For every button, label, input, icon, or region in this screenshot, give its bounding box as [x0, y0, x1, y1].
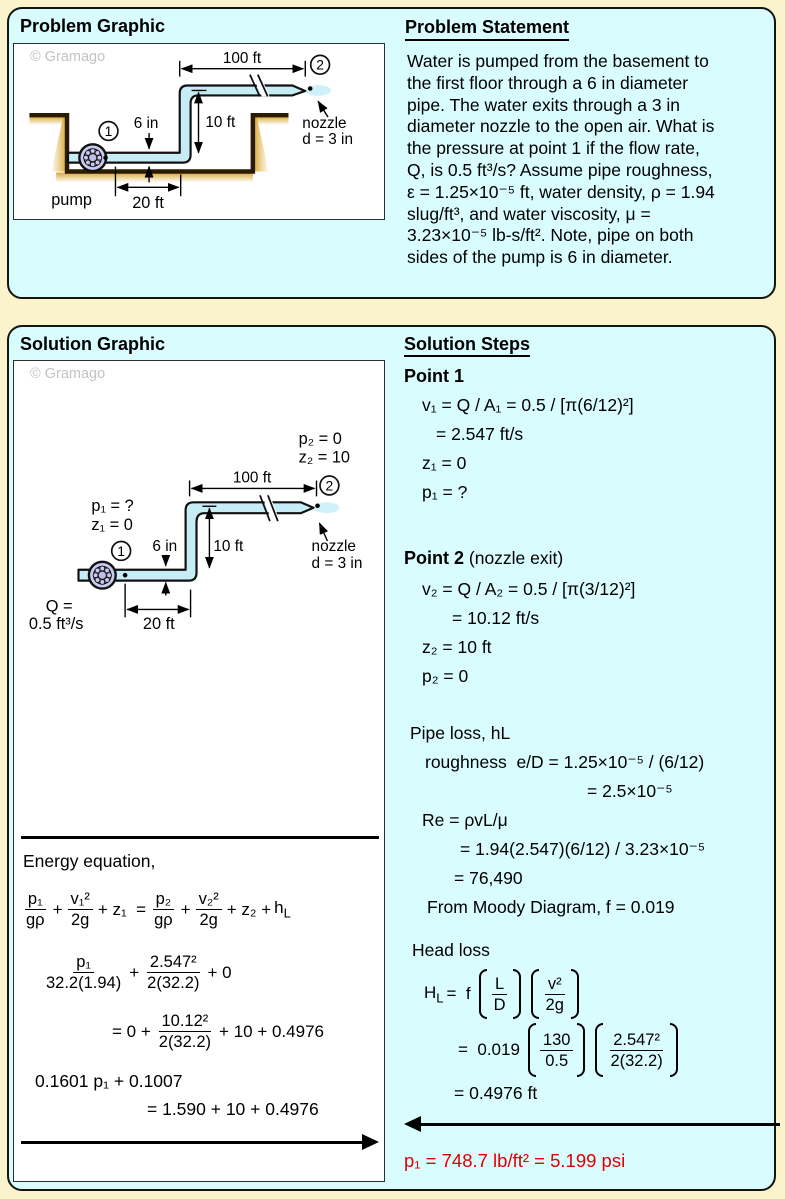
head-loss-substitution: = 0.019 $\frac{130}{0.5}$ $\frac{\text{2.547²}}{2(32.2)}$ [404, 1023, 782, 1077]
result-arrow-left [404, 1116, 780, 1133]
point-2-marker [315, 503, 320, 508]
problem-statement-title: Problem Statement [405, 17, 569, 41]
dim-10ft-label: 10 ft [205, 114, 236, 132]
statement-line: Water is pumped from the basement to [407, 51, 709, 71]
statement-line: the pressure at point 1 if the flow rate, [407, 138, 700, 159]
v2-equation: v₂ = Q / A₂ = 0.5 / [π(3/12)²] [422, 579, 636, 599]
energy-equation-heading: Energy equation, [23, 851, 156, 871]
watermark: © Gramago [30, 366, 106, 382]
dim-6in-label: 6 in [152, 537, 178, 555]
z1-value: z₁ = 0 [422, 453, 467, 473]
solution-pipe-diagram [14, 419, 383, 659]
point-2-heading: Point 2 [404, 548, 465, 568]
reynolds-equation: Re = ρvL/μ [422, 810, 508, 830]
dim-10ft-label: 10 ft [213, 537, 244, 555]
statement-line: slug/ft³, and water viscosity, μ = [407, 203, 651, 224]
moody-friction-factor: From Moody Diagram, f = 0.019 [427, 897, 675, 917]
solution-graphic-title: Solution Graphic [20, 334, 166, 354]
linear-equation-line2: = 1.590 + 10 + 0.4976 [147, 1099, 319, 1119]
v1-equation: v₁ = Q / A₁ = 0.5 / [π(6/12)²] [422, 395, 634, 415]
p1-value: p₁ = ? [422, 482, 468, 502]
watermark: © Gramago [30, 49, 106, 65]
problem-section [7, 7, 776, 299]
linear-equation-line1: 0.1601 p₁ + 0.1007 [35, 1071, 183, 1091]
energy-substitution-lhs: $\frac{\text{p₁}}{32.2(1.94)}$ + $\frac{\text{2.547²}}{2(32.2)}$ + 0 [46, 953, 232, 992]
statement-line: pipe. The water exits through a 3 in [407, 94, 681, 115]
problem-pipe-diagram [14, 44, 383, 218]
p2-annotation: p₂ = 0 [298, 429, 342, 448]
nozzle-label: nozzle [302, 115, 347, 133]
solution-section [7, 325, 776, 1191]
final-answer: p₁ = 748.7 lb/ft² = 5.199 psi [404, 1150, 626, 1171]
energy-substitution-rhs: = 0 + $\frac{\text{10.12²}}{2(32.2)}$ + 10 + 0.4976 [112, 1012, 324, 1051]
reynolds-result: = 76,490 [454, 868, 523, 888]
head-loss-result: = 0.4976 ft [454, 1083, 538, 1103]
statement-line: 3.23×10⁻⁵ lb-s/ft². Note, pipe on both [407, 225, 694, 246]
energy-equation: $\frac{\text{p₁}}{g\rho}$ + $\frac{\text{v₁²}}{2g}$ + z₁ = $\frac{\text{p₂}}{g\rho}$ + $\frac{\text{v₂²}}{2g}$ + z₂ + $h_L$ [26, 890, 291, 929]
divider-line [21, 836, 379, 839]
solution-steps [404, 329, 782, 1175]
statement-line: the first floor through a 6 in diameter [407, 72, 689, 93]
roughness-equation: roughness e/D = 1.25×10⁻⁵ / (6/12) [425, 752, 705, 772]
dim-100ft-label: 100 ft [232, 469, 272, 487]
nozzle-label: nozzle [311, 537, 356, 555]
problem-graphic-title: Problem Graphic [20, 16, 166, 36]
problem-statement-body [407, 51, 779, 269]
point-1-marker [123, 573, 128, 578]
svg-text:1: 1 [104, 122, 113, 139]
point-2-note: (nozzle exit) [464, 548, 564, 568]
dim-6in-label: 6 in [133, 115, 159, 133]
z2-annotation: z₂ = 10 [298, 448, 351, 467]
pump-label: pump [51, 191, 92, 210]
z1-annotation: z₁ = 0 [91, 516, 133, 535]
point-1-label [99, 122, 118, 141]
solution-graphic-panel [13, 360, 385, 1182]
reynolds-substitution: = 1.94(2.547)(6/12) / 3.23×10⁻⁵ [460, 839, 706, 859]
problem-graphic-panel [13, 43, 385, 220]
pipe-loss-heading: Pipe loss, hL [410, 723, 511, 743]
energy-equation-block [21, 836, 380, 1151]
point-1-label [112, 541, 131, 560]
roughness-result: = 2.5×10⁻⁵ [587, 781, 673, 801]
nozzle-diameter-label: d = 3 in [302, 130, 353, 148]
statement-line: Q, is 0.5 ft³/s? Assume pipe roughness, [407, 159, 713, 180]
point-2-label [311, 55, 330, 74]
svg-text:2: 2 [316, 56, 324, 73]
dim-100ft-label: 100 ft [222, 49, 262, 67]
p2-value: p₂ = 0 [422, 666, 469, 686]
flow-rate-label-line2: 0.5 ft³/s [28, 615, 84, 634]
head-loss-formula: $H_L$ = f $\frac{L}{D}$ $\frac{\text{v²}}{2g}$ [404, 969, 782, 1019]
continuation-arrow-right [21, 1134, 379, 1151]
svg-text:2: 2 [325, 477, 334, 494]
z2-value: z₂ = 10 ft [422, 637, 492, 657]
v1-result: = 2.547 ft/s [436, 424, 524, 444]
pump-icon [79, 144, 106, 171]
statement-line: ε = 1.25×10⁻⁵ ft, water density, ρ = 1.94 [407, 181, 715, 202]
point-1-marker [103, 155, 108, 160]
point-2-marker [308, 86, 313, 91]
p1-annotation: p₁ = ? [91, 497, 134, 516]
statement-line: diameter nozzle to the open air. What is [407, 116, 715, 137]
dim-20ft-label: 20 ft [142, 615, 175, 634]
nozzle-diameter-label: d = 3 in [311, 554, 363, 572]
head-loss-heading: Head loss [412, 940, 490, 960]
svg-text:1: 1 [117, 542, 126, 559]
point-1-heading: Point 1 [404, 366, 465, 386]
solution-steps-title: Solution Steps [404, 334, 530, 357]
v2-result: = 10.12 ft/s [452, 608, 540, 628]
flow-rate-label-line1: Q = [45, 597, 73, 616]
pump-icon [89, 562, 116, 589]
dim-20ft-label: 20 ft [132, 194, 164, 213]
statement-line: sides of the pump is 6 in diameter. [407, 247, 673, 268]
point-2-label [320, 476, 339, 495]
